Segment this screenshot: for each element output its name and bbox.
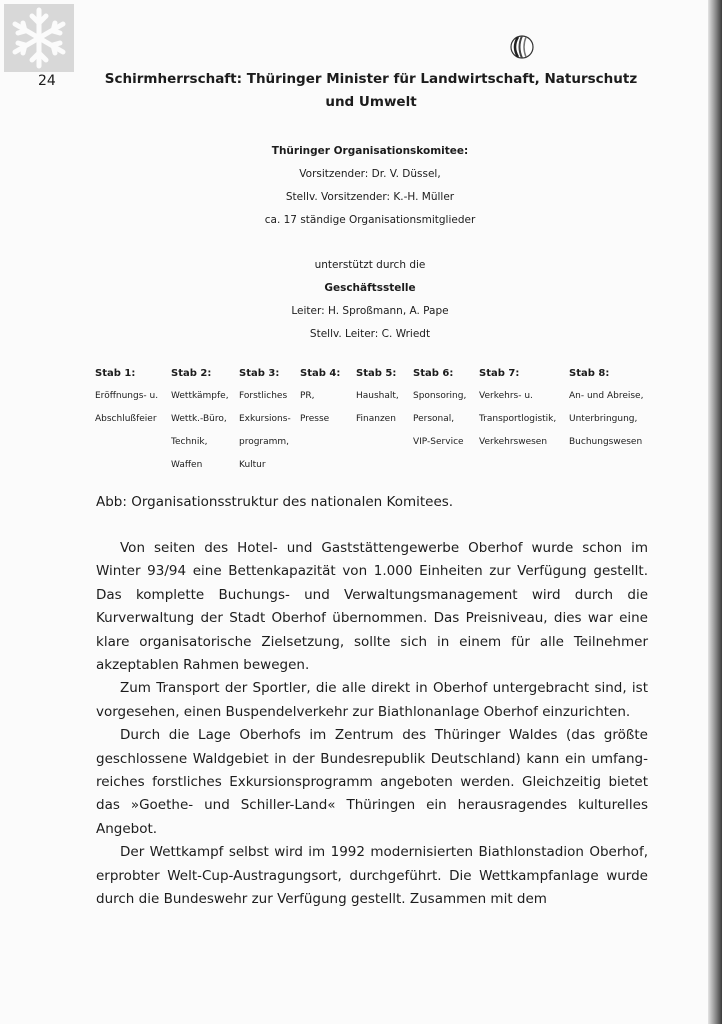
- stab-line: An- und Abreise,: [569, 391, 644, 401]
- stab-8-column: [569, 362, 643, 454]
- stab-line: Eröffnungs- u.: [95, 391, 159, 401]
- stab-line: PR,: [300, 391, 315, 401]
- body-text: [96, 537, 648, 912]
- office-vice-leader: Stellv. Leiter: C. Wriedt: [309, 328, 431, 340]
- stab-line: Exkursions-: [239, 414, 291, 424]
- paragraph: Von seiten des Hotel- und Gaststättengewerbe Oberhof wurde schon im Winter 93/94 eine Bettenkapazität von 1.000 Einheiten zur Verfügung gestellt. Das komplette Buchungs- und Verwaltungsmanagement wird durch die Kurverwaltung der Stadt Oberhof übernommen. Das Preisniveau, dies war eine klare organisatorische Zielsetzung, sollte sich in einem für alle Teilnehmer akzeptablen Rahmen bewegen.: [96, 540, 648, 674]
- stab-line: Transportlogistik,: [479, 414, 557, 424]
- stab-line: VIP-Service: [413, 437, 464, 447]
- stab-line: Presse: [300, 414, 330, 424]
- committee-chair: Vorsitzender: Dr. V. Düssel,: [299, 168, 441, 180]
- stab-line: Forstliches: [239, 391, 288, 401]
- stab-4-column: [300, 362, 340, 431]
- stab-line: Wettk.-Büro,: [171, 414, 227, 424]
- stab-line: Verkehrswesen: [479, 437, 548, 447]
- stab-line: Kultur: [239, 460, 266, 470]
- stab-title: Stab 6:: [413, 368, 454, 379]
- snowflake-logo-icon: [4, 4, 74, 72]
- stab-line: Sponsoring,: [413, 391, 467, 401]
- stab-3-column: [239, 362, 291, 477]
- stab-line: programm,: [239, 437, 290, 447]
- globe-emblem-icon: [509, 34, 535, 60]
- organization-committee-block: [170, 140, 570, 346]
- stab-5-column: [356, 362, 399, 431]
- stab-line: Personal,: [413, 414, 455, 424]
- stab-7-column: [479, 362, 556, 454]
- paragraph: Durch die Lage Oberhofs im Zentrum des Thüringer Waldes (das größte geschlossene Waldgebiet in der Bundesrepublik Deutschland) kann ein umfangreiches forstliches Exkursionsprogramm angeboten werden. Gleichzeitig bietet das »Goethe- und Schiller-Land« Thüringen ein herausragendes kulturelles Angebot.: [96, 727, 648, 837]
- stab-line: Verkehrs- u.: [479, 391, 533, 401]
- committee-heading: Thüringer Organisationskomitee:: [271, 145, 469, 157]
- stab-title: Stab 8:: [569, 368, 610, 379]
- stab-title: Stab 5:: [356, 368, 397, 379]
- stab-title: Stab 3:: [239, 368, 280, 379]
- paragraph: Der Wettkampf selbst wird im 1992 modernisierten Biathlonstadion Oberhof, erprobter Welt-Cup-Austragungsort, durchgeführt. Die Wettkampfanlage wurde durch die Bundeswehr zur Verfügung gestellt. Zusammen mit dem: [96, 844, 648, 908]
- page-title: Schirmherrschaft: Thüringer Minister für Landwirtschaft, Naturschutz und Umwelt: [104, 71, 638, 110]
- page-number: 24: [38, 73, 56, 89]
- stab-line: Abschlußfeier: [95, 414, 157, 424]
- stab-1-column: [95, 362, 158, 431]
- stab-line: Finanzen: [356, 414, 396, 424]
- stab-2-column: [171, 362, 229, 477]
- stab-line: Technik,: [171, 437, 208, 447]
- stab-line: Buchungswesen: [569, 437, 643, 447]
- stab-title: Stab 1:: [95, 368, 136, 379]
- supported-by-text: unterstützt durch die: [314, 259, 426, 271]
- stab-title: Stab 4:: [300, 368, 341, 379]
- stab-6-column: [413, 362, 466, 454]
- committee-vice-chair: Stellv. Vorsitzender: K.-H. Müller: [285, 191, 455, 203]
- office-heading: Geschäftsstelle: [324, 282, 416, 294]
- paragraph: Zum Transport der Sportler, die alle direkt in Oberhof untergebracht sind, ist vorgesehen, einen Buspendelverkehr zur Biathlonanlage Oberhof einzurichten.: [96, 680, 648, 720]
- stab-line: Haushalt,: [356, 391, 399, 401]
- office-leader: Leiter: H. Sproßmann, A. Pape: [291, 305, 449, 317]
- page-edge-shadow: [708, 0, 722, 1024]
- stab-line: Unterbringung,: [569, 414, 638, 424]
- stab-title: Stab 2:: [171, 368, 212, 379]
- figure-caption: Abb: Organisationsstruktur des nationalen Komitees.: [96, 494, 454, 510]
- stab-line: Waffen: [171, 460, 203, 470]
- stab-title: Stab 7:: [479, 368, 520, 379]
- committee-members: ca. 17 ständige Organisationsmitglieder: [264, 214, 476, 226]
- stab-line: Wettkämpfe,: [171, 391, 229, 401]
